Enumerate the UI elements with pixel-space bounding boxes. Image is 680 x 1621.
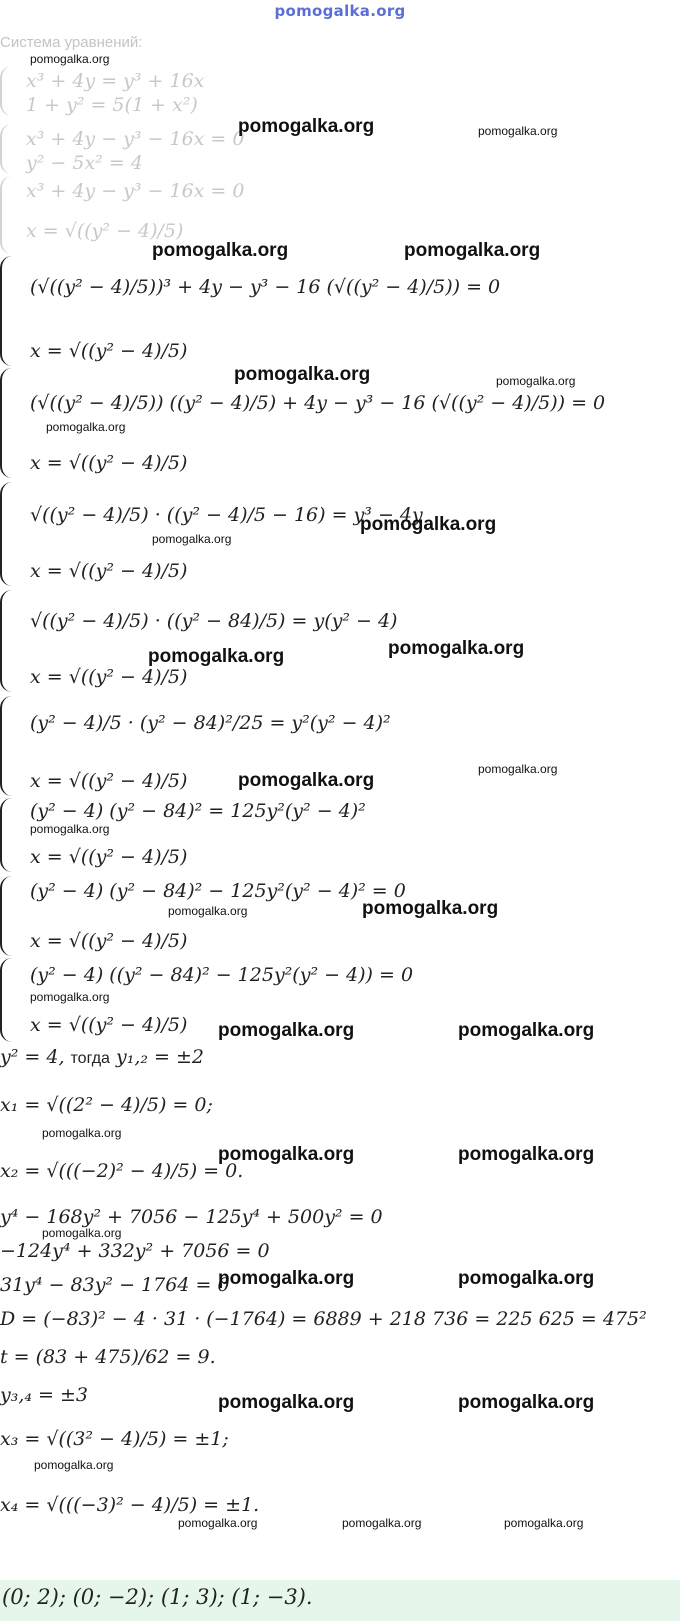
equation: x = √((y² − 4)/5) [30, 666, 188, 688]
system-brace [0, 876, 14, 956]
watermark: pomogalka.org [218, 1020, 355, 1041]
watermark: pomogalka.org [496, 374, 576, 388]
watermark: pomogalka.org [238, 116, 375, 137]
case1-word: тогда [70, 1050, 110, 1067]
biquadratic-line: −124y⁴ + 332y² + 7056 = 0 [0, 1240, 270, 1262]
equation: (y² − 4) ((y² − 84)² − 125y²(y² − 4)) = 0 [30, 964, 414, 986]
watermark: pomogalka.org [152, 240, 289, 261]
watermark: pomogalka.org [148, 646, 285, 667]
watermark: pomogalka.org [404, 240, 541, 261]
faded-equation: x³ + 4y − y³ − 16x = 0 [26, 128, 245, 150]
watermark: pomogalka.org [46, 420, 126, 434]
system-brace [0, 176, 14, 254]
faded-equation: 1 + y² = 5(1 + x²) [26, 94, 198, 116]
equation: √((y² − 4)/5) · ((y² − 4)/5 − 16) = y³ − 4y [30, 504, 423, 526]
faded-equation: y² − 5x² = 4 [26, 152, 143, 174]
system-brace [0, 368, 14, 478]
x1-line: x₁ = √((2² − 4)/5) = 0; [0, 1094, 213, 1116]
watermark: pomogalka.org [478, 762, 558, 776]
y34-line: y₃,₄ = ±3 [0, 1384, 89, 1406]
equation: √((y² − 4)/5) · ((y² − 84)/5) = y(y² − 4) [30, 610, 398, 632]
discriminant-line: D = (−83)² − 4 · 31 · (−1764) = 6889 + 218 736 = 225 625 = 475² [0, 1308, 647, 1330]
system-brace [0, 66, 14, 116]
watermark: pomogalka.org [152, 532, 232, 546]
watermark: pomogalka.org [458, 1268, 595, 1289]
watermark: pomogalka.org [30, 990, 110, 1004]
watermark: pomogalka.org [458, 1144, 595, 1165]
case1-lhs: y² = 4, [0, 1046, 65, 1068]
section-title: Система уравнений: [0, 34, 143, 51]
watermark: pomogalka.org [218, 1392, 355, 1413]
watermark: pomogalka.org [478, 124, 558, 138]
equation: (√((y² − 4)/5)) ((y² − 4)/5) + 4y − y³ − 16 (√((y² − 4)/5)) = 0 [30, 392, 606, 414]
system-brace [0, 958, 14, 1042]
case1-rhs: y₁,₂ = ±2 [115, 1046, 204, 1068]
watermark: pomogalka.org [458, 1020, 595, 1041]
equation: x = √((y² − 4)/5) [30, 452, 188, 474]
watermark: pomogalka.org [178, 1516, 258, 1530]
x3-line: x₃ = √((3² − 4)/5) = ±1; [0, 1428, 229, 1450]
answer: (0; 2); (0; −2); (1; 3); (1; −3). [2, 1585, 313, 1609]
equation: x = √((y² − 4)/5) [30, 340, 188, 362]
system-brace [0, 124, 14, 174]
equation: (y² − 4) (y² − 84)² − 125y²(y² − 4)² = 0 [30, 880, 406, 902]
system-brace [0, 256, 14, 366]
watermark: pomogalka.org [238, 770, 375, 791]
equation: x = √((y² − 4)/5) [30, 770, 188, 792]
equation: (y² − 4) (y² − 84)² = 125y²(y² − 4)² [30, 800, 366, 822]
x2-line: x₂ = √(((−2)² − 4)/5) = 0. [0, 1160, 244, 1182]
watermark: pomogalka.org [218, 1268, 355, 1289]
watermark: pomogalka.org [504, 1516, 584, 1530]
watermark: pomogalka.org [458, 1392, 595, 1413]
watermark: pomogalka.org [218, 1144, 355, 1165]
biquadratic-line: 31y⁴ − 83y² − 1764 = 0 [0, 1274, 230, 1296]
watermark: pomogalka.org [234, 364, 371, 385]
system-brace [0, 696, 14, 796]
t-line: t = (83 + 475)/62 = 9. [0, 1346, 216, 1368]
watermark: pomogalka.org [34, 1458, 114, 1472]
watermark: pomogalka.org [360, 514, 497, 535]
faded-equation: x = √((y² − 4)/5) [26, 220, 184, 242]
watermark: pomogalka.org [42, 1126, 122, 1140]
faded-equation: x³ + 4y − y³ − 16x = 0 [26, 180, 245, 202]
equation: x = √((y² − 4)/5) [30, 1014, 188, 1036]
system-brace [0, 798, 14, 872]
watermark: pomogalka.org [30, 52, 110, 66]
equation: x = √((y² − 4)/5) [30, 930, 188, 952]
x4-line: x₄ = √(((−3)² − 4)/5) = ±1. [0, 1494, 260, 1516]
watermark: pomogalka.org [30, 822, 110, 836]
equation: x = √((y² − 4)/5) [30, 846, 188, 868]
watermark: pomogalka.org [362, 898, 499, 919]
watermark: pomogalka.org [42, 1226, 122, 1240]
equation: (√((y² − 4)/5))³ + 4y − y³ − 16 (√((y² − 4)/5)) = 0 [30, 276, 501, 298]
equation: (y² − 4)/5 · (y² − 84)²/25 = y²(y² − 4)² [30, 712, 391, 734]
equation: x = √((y² − 4)/5) [30, 560, 188, 582]
system-brace [0, 590, 14, 692]
biquadratic-line: y⁴ − 168y² + 7056 − 125y⁴ + 500y² = 0 [0, 1206, 383, 1228]
site-header[interactable]: pomogalka.org [274, 2, 406, 20]
watermark: pomogalka.org [388, 638, 525, 659]
watermark: pomogalka.org [168, 904, 248, 918]
case1-line [0, 1046, 204, 1068]
faded-equation: x³ + 4y = y³ + 16x [26, 70, 205, 92]
system-brace [0, 482, 14, 586]
watermark: pomogalka.org [342, 1516, 422, 1530]
